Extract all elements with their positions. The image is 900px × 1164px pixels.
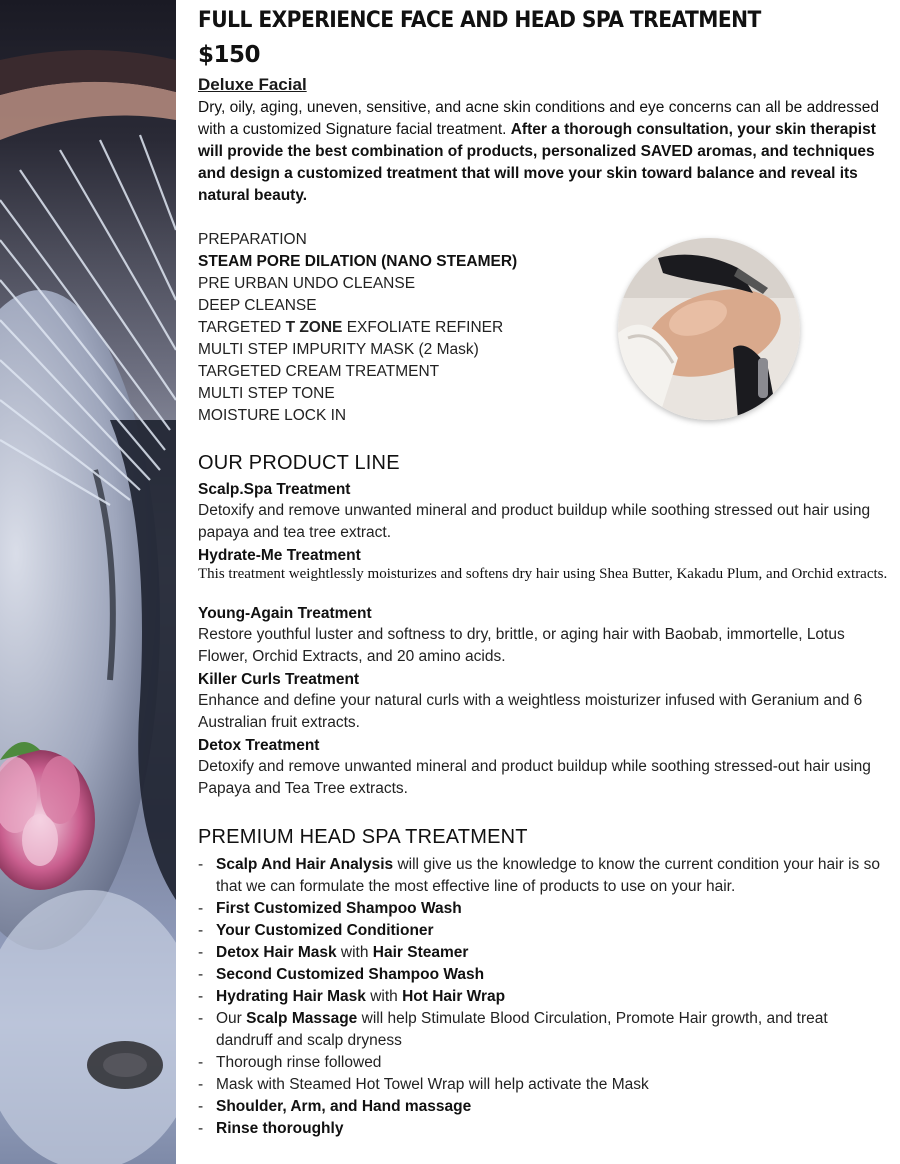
spa-item-detox-mask (198, 942, 888, 964)
spa-item-bold: Scalp And Hair Analysis (216, 856, 394, 873)
facial-treatment-photo (618, 238, 800, 420)
product-item-scalp-spa (198, 479, 888, 544)
product-name: Young-Again Treatment (198, 605, 372, 622)
product-line-heading: OUR PRODUCT LINE (198, 452, 400, 474)
spa-item-bold: Second Customized Shampoo Wash (216, 966, 485, 983)
spa-item-text: will give us the knowledge to know the current condition your hair is so that we can formulate the most effective line of products to use on your hair. (216, 856, 880, 895)
product-item-killer-curls (198, 669, 888, 734)
spa-item-bold: Your Customized Conditioner (216, 922, 434, 939)
spa-item-bold: Hot Hair Wrap (402, 988, 506, 1005)
product-description: Restore youthful luster and softness to dry, brittle, or aging hair with Baobab, immortelle, Lotus Flower, Orchid Extracts, and 20 amino acids. (198, 626, 845, 665)
step-impurity-mask: MULTI STEP IMPURITY MASK (2 Mask) (198, 341, 479, 358)
step-deep-cleanse: DEEP CLEANSE (198, 297, 317, 314)
spa-item-analysis (198, 854, 888, 898)
step-pre-cleanse: PRE URBAN UNDO CLEANSE (198, 275, 416, 292)
product-description: This treatment weightlessly moisturizes and softens dry hair using Shea Butter, Kakadu Plum, and Orchid extracts. (198, 566, 888, 582)
spa-item-text: Our (216, 1010, 247, 1027)
spa-item-towel-wrap (198, 1074, 888, 1096)
spa-item-first-shampoo (198, 898, 888, 920)
list-dash: - (198, 900, 204, 917)
spa-item-scalp-massage (198, 1008, 888, 1052)
spa-item-hydrating-mask (198, 986, 888, 1008)
step-preparation: PREPARATION (198, 231, 307, 248)
spa-water-illustration (0, 0, 176, 1164)
spa-item-rinse-followed (198, 1052, 888, 1074)
spa-item-bold: First Customized Shampoo Wash (216, 900, 462, 917)
list-dash: - (198, 988, 204, 1005)
step-moisture: MOISTURE LOCK IN (198, 407, 347, 424)
step-exfoliate-pre: TARGETED (198, 319, 286, 336)
head-spa-heading: PREMIUM HEAD SPA TREATMENT (198, 826, 528, 848)
spa-item-text: will help Stimulate Blood Circulation, Promote Hair growth, and treat dandruff and scalp dryness (216, 1010, 828, 1049)
price: $150 (198, 42, 261, 68)
step-exfoliate-post: EXFOLIATE REFINER (342, 319, 504, 336)
list-dash: - (198, 856, 204, 873)
spa-item-text: with (336, 944, 373, 961)
step-cream: TARGETED CREAM TREATMENT (198, 363, 440, 380)
product-description: Enhance and define your natural curls with a weightless moisturizer infused with Geranium and 6 Australian fruit extracts. (198, 692, 863, 731)
step-steam: STEAM PORE DILATION (NANO STEAMER) (198, 253, 518, 270)
facial-intro-plain: Dry, oily, aging, uneven, sensitive, and acne skin conditions and eye concerns can all be addressed with a customized Signature facial treatment. (198, 99, 879, 138)
facial-steps-list (198, 229, 517, 427)
list-dash: - (198, 1054, 204, 1071)
side-decorative-photo (0, 0, 176, 1164)
step-exfoliate-tzone: T ZONE (285, 319, 343, 336)
facial-intro-bold: After a thorough consultation, your skin therapist will provide the best combination of products, personalized SAVED aromas, and techniques and design a customized treatment that will move your skin toward balance and reveal its natural beauty. (198, 121, 876, 204)
head-spa-list (198, 854, 888, 1140)
spa-item-shoulder-massage (198, 1096, 888, 1118)
spa-item-text: Thorough rinse followed (216, 1054, 382, 1071)
page-title: FULL EXPERIENCE FACE AND HEAD SPA TREATMENT (198, 8, 761, 33)
list-dash: - (198, 1098, 204, 1115)
spa-item-second-shampoo (198, 964, 888, 986)
spa-item-bold: Hydrating Hair Mask (216, 988, 366, 1005)
list-dash: - (198, 966, 204, 983)
list-dash: - (198, 944, 204, 961)
product-description: Detoxify and remove unwanted mineral and product buildup while soothing stressed out hair using papaya and tea tree extract. (198, 502, 871, 541)
product-name: Hydrate-Me Treatment (198, 547, 361, 564)
facial-heading: Deluxe Facial (198, 75, 307, 94)
spa-item-text: Mask with Steamed Hot Towel Wrap will help activate the Mask (216, 1076, 649, 1093)
product-name: Scalp.Spa Treatment (198, 481, 351, 498)
product-name: Killer Curls Treatment (198, 671, 360, 688)
spa-item-bold: Detox Hair Mask (216, 944, 337, 961)
product-item-young-again (198, 603, 888, 668)
list-dash: - (198, 922, 204, 939)
facial-intro (198, 97, 888, 207)
step-exfoliate (198, 317, 517, 339)
spa-item-bold: Hair Steamer (372, 944, 469, 961)
spa-item-text: with (365, 988, 403, 1005)
product-description: Detoxify and remove unwanted mineral and product buildup while soothing stressed-out hair using Papaya and Tea Tree extracts. (198, 758, 871, 797)
spa-item-rinse-thoroughly (198, 1118, 888, 1140)
step-tone: MULTI STEP TONE (198, 385, 335, 402)
spa-item-bold: Scalp Massage (246, 1010, 358, 1027)
spa-item-bold: Shoulder, Arm, and Hand massage (216, 1098, 472, 1115)
spa-item-conditioner (198, 920, 888, 942)
product-item-detox (198, 735, 888, 800)
list-dash: - (198, 1076, 204, 1093)
list-dash: - (198, 1120, 204, 1137)
product-name: Detox Treatment (198, 737, 320, 754)
list-dash: - (198, 1010, 204, 1027)
product-item-hydrate-me (198, 545, 888, 583)
spa-item-bold: Rinse thoroughly (216, 1120, 344, 1137)
